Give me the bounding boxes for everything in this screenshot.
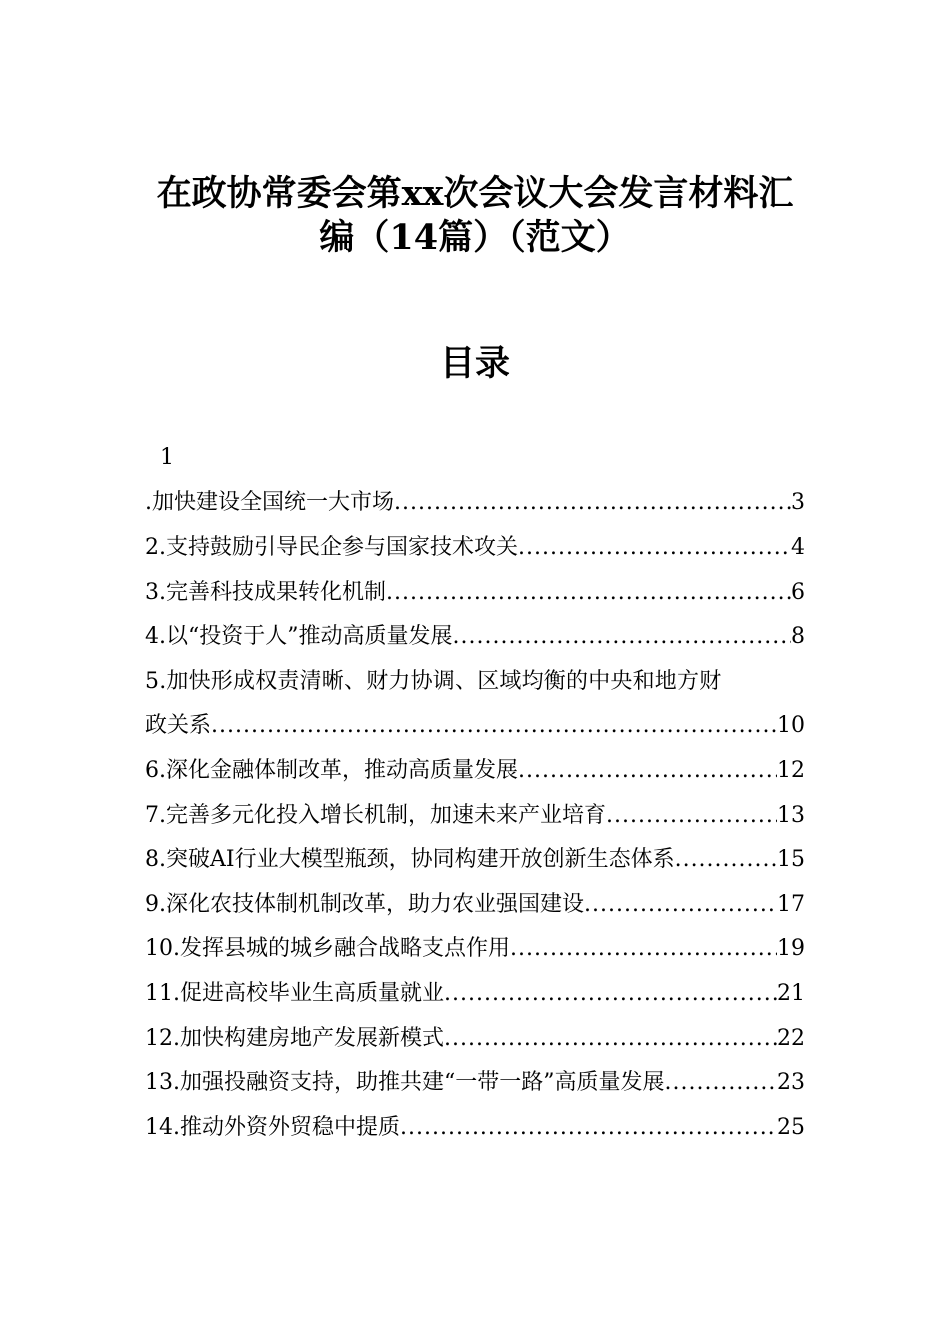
- document-title-line-2: 编（14篇）（范文）: [319, 217, 631, 258]
- toc-entry-page: 13: [777, 803, 805, 828]
- toc-entry-page: 4: [791, 535, 805, 560]
- toc-dot-leader: [518, 753, 777, 789]
- toc-entry-8[interactable]: [145, 842, 805, 878]
- toc-entry-13[interactable]: [145, 1065, 805, 1101]
- toc-entry-page: 12: [777, 758, 805, 783]
- toc-entry-6[interactable]: [145, 753, 805, 789]
- toc-dot-leader: [400, 1110, 777, 1146]
- toc-entry-page: 6: [791, 580, 805, 605]
- toc-entry-label: 14.推动外资外贸稳中提质: [145, 1115, 400, 1140]
- toc-entry-5-continued[interactable]: [145, 708, 805, 744]
- toc-dot-leader: [444, 976, 777, 1012]
- document-title-line-1: 在政协常委会第xx次会议大会发言材料汇: [156, 173, 794, 214]
- toc-entry-label: .加快建设全国统一大市场: [145, 490, 394, 515]
- toc-dot-leader: [675, 842, 777, 878]
- toc-leading-number: 1: [160, 445, 174, 470]
- toc-dot-leader: [584, 887, 777, 923]
- toc-entry-1[interactable]: [145, 485, 805, 521]
- toc-entry-7[interactable]: [145, 798, 805, 834]
- toc-entry-label: 4.以“投资于人”推动高质量发展: [145, 624, 453, 649]
- toc-entry-label: 13.加强投融资支持，助推共建“一带一路”高质量发展: [145, 1070, 665, 1095]
- toc-entry-page: 23: [777, 1070, 805, 1095]
- toc-entry-label: 12.加快构建房地产发展新模式: [145, 1026, 444, 1051]
- toc-entry-page: 21: [777, 981, 805, 1006]
- toc-dot-leader: [394, 485, 791, 521]
- toc-dot-leader: [664, 1065, 777, 1101]
- toc-entry-label: 6.深化金融体制改革，推动高质量发展: [145, 758, 518, 783]
- toc-entry-4[interactable]: [145, 619, 805, 655]
- toc-dot-leader: [386, 575, 791, 611]
- toc-entry-9[interactable]: [145, 887, 805, 923]
- toc-dot-leader: [606, 798, 777, 834]
- toc-entry-page: 8: [791, 624, 805, 649]
- toc-entry-label: 8.突破AI行业大模型瓶颈，协同构建开放创新生态体系: [145, 847, 675, 872]
- toc-dot-leader: [518, 530, 791, 566]
- toc-entry-2[interactable]: [145, 530, 805, 566]
- toc-entry-12[interactable]: [145, 1021, 805, 1057]
- toc-entry-10[interactable]: [145, 931, 805, 967]
- toc-entry-label: 5.加快形成权责清晰、财力协调、区域均衡的中央和地方财: [145, 669, 722, 694]
- toc-entry-14[interactable]: [145, 1110, 805, 1146]
- toc-entry-label: 3.完善科技成果转化机制: [145, 580, 386, 605]
- toc-heading: 目录: [439, 343, 510, 384]
- toc-entry-label: 11.促进高校毕业生高质量就业: [145, 981, 444, 1006]
- toc-entry-label: 2.支持鼓励引导民企参与国家技术攻关: [145, 535, 518, 560]
- toc-dot-leader: [444, 1021, 777, 1057]
- toc-entry-label: 10.发挥县城的城乡融合战略支点作用: [145, 936, 510, 961]
- toc-dot-leader: [453, 619, 792, 655]
- toc-entry-page: 3: [791, 490, 805, 515]
- toc-entry-page: 17: [777, 892, 805, 917]
- toc-entry-label: 7.完善多元化投入增长机制，加速未来产业培育: [145, 803, 606, 828]
- toc-entry-11[interactable]: [145, 976, 805, 1012]
- toc-entry-page: 25: [777, 1115, 805, 1140]
- toc-entry-5[interactable]: [145, 664, 805, 700]
- toc-entry-label-continued: 政关系: [145, 713, 212, 738]
- toc-entry-page: 15: [777, 847, 805, 872]
- toc-dot-leader: [211, 708, 777, 744]
- toc-entry-page: 10: [777, 713, 805, 738]
- toc-entry-page: 22: [777, 1026, 805, 1051]
- toc-dot-leader: [510, 931, 777, 967]
- toc-entry-3[interactable]: [145, 575, 805, 611]
- toc-entry-label: 9.深化农技体制机制改革，助力农业强国建设: [145, 892, 584, 917]
- toc-entry-page: 19: [777, 936, 805, 961]
